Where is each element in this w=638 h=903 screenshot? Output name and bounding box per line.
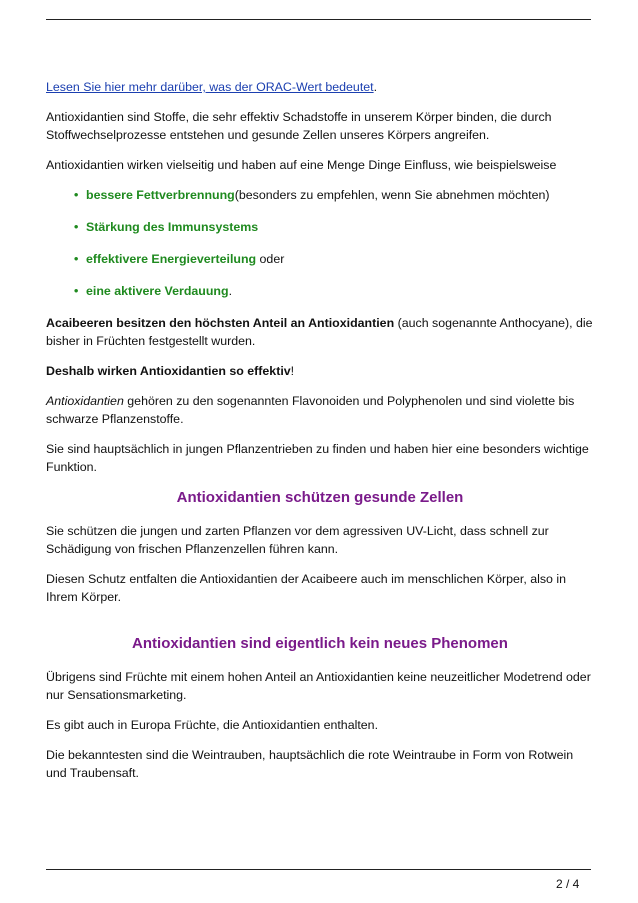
bullet-icon: • bbox=[74, 252, 79, 266]
benefit-rest: (besonders zu empfehlen, wenn Sie abnehmen möchten) bbox=[234, 188, 550, 202]
top-rule bbox=[46, 19, 591, 20]
benefits-list bbox=[46, 186, 594, 300]
bullet-icon: • bbox=[74, 220, 79, 234]
benefit-rest: . bbox=[228, 284, 233, 298]
paragraph-effects-intro: Antioxidantien wirken vielseitig und haben auf eine Menge Dinge Einfluss, wie beispielsweise bbox=[46, 158, 557, 172]
heading-protect-cells: Antioxidantien schützen gesunde Zellen bbox=[176, 489, 464, 506]
list-item bbox=[46, 282, 594, 300]
acai-rest: (auch sogenannte Anthocyane), die bisher in Früchten festgestellt wurden. bbox=[46, 316, 593, 348]
flavonoids-rest: gehören zu den sogenannten Flavonoiden und Polyphenolen und sind violette bis schwarze Pflanzenstoffe. bbox=[46, 394, 575, 426]
orac-link-period: . bbox=[373, 80, 378, 94]
benefit-strong: bessere Fettverbrennung bbox=[86, 188, 235, 202]
heading-not-new: Antioxidantien sind eigentlich kein neues Phenomen bbox=[132, 635, 508, 652]
effective-strong: Deshalb wirken Antioxidantien so effektiv bbox=[46, 364, 291, 378]
paragraph-definition: Antioxidantien sind Stoffe, die sehr effektiv Schadstoffe in unserem Körper binden, die durch Stoffwechselprozesse entstehen und gesunde Zellen unseres Körpers angreifen. bbox=[46, 110, 552, 142]
paragraph-protection-body: Diesen Schutz entfalten die Antioxidantien der Acaibeere auch im menschlichen Körper, also in Ihrem Körper. bbox=[46, 572, 567, 604]
flavonoids-italic: Antioxidantien bbox=[46, 394, 124, 408]
orac-link[interactable]: Lesen Sie hier mehr darüber, was der ORAC-Wert bedeutet bbox=[46, 80, 374, 94]
benefit-strong: eine aktivere Verdauung bbox=[86, 284, 229, 298]
paragraph-plant-shoots: Sie sind hauptsächlich in jungen Pflanzentrieben zu finden und haben hier eine besonders wichtige Funktion. bbox=[46, 442, 589, 474]
paragraph-europe-fruits: Es gibt auch in Europa Früchte, die Antioxidantien enthalten. bbox=[46, 718, 379, 732]
benefit-rest: oder bbox=[256, 252, 285, 266]
list-item bbox=[46, 250, 594, 268]
list-item bbox=[46, 186, 594, 204]
paragraph-acai-anthocyane bbox=[46, 314, 594, 350]
acai-strong: Acaibeeren besitzen den höchsten Anteil an Antioxidantien bbox=[46, 316, 395, 330]
list-item bbox=[46, 218, 594, 236]
paragraph-uv-light: Sie schützen die jungen und zarten Pflanzen vor dem agressiven UV-Licht, dass schnell zur Schädigung von frischen Pflanzenzellen führen kann. bbox=[46, 524, 549, 556]
benefit-strong: effektivere Energieverteilung bbox=[86, 252, 257, 266]
paragraph-grapes: Die bekanntesten sind die Weintrauben, hauptsächlich die rote Weintraube in Form von Rotwein und Traubensaft. bbox=[46, 748, 574, 780]
benefit-strong: Stärkung des Immunsystems bbox=[86, 220, 259, 234]
page-number: 2 / 4 bbox=[556, 877, 580, 891]
bottom-rule bbox=[46, 869, 591, 870]
document-body bbox=[46, 78, 594, 794]
effective-rest: ! bbox=[290, 364, 295, 378]
bullet-icon: • bbox=[74, 188, 79, 202]
bullet-icon: • bbox=[74, 284, 79, 298]
paragraph-no-trend: Übrigens sind Früchte mit einem hohen Anteil an Antioxidantien keine neuzeitlicher Modetrend oder nur Sensationsmarketing. bbox=[46, 670, 591, 702]
orac-paragraph bbox=[46, 78, 594, 96]
paragraph-flavonoids bbox=[46, 392, 594, 428]
paragraph-effective bbox=[46, 362, 594, 380]
